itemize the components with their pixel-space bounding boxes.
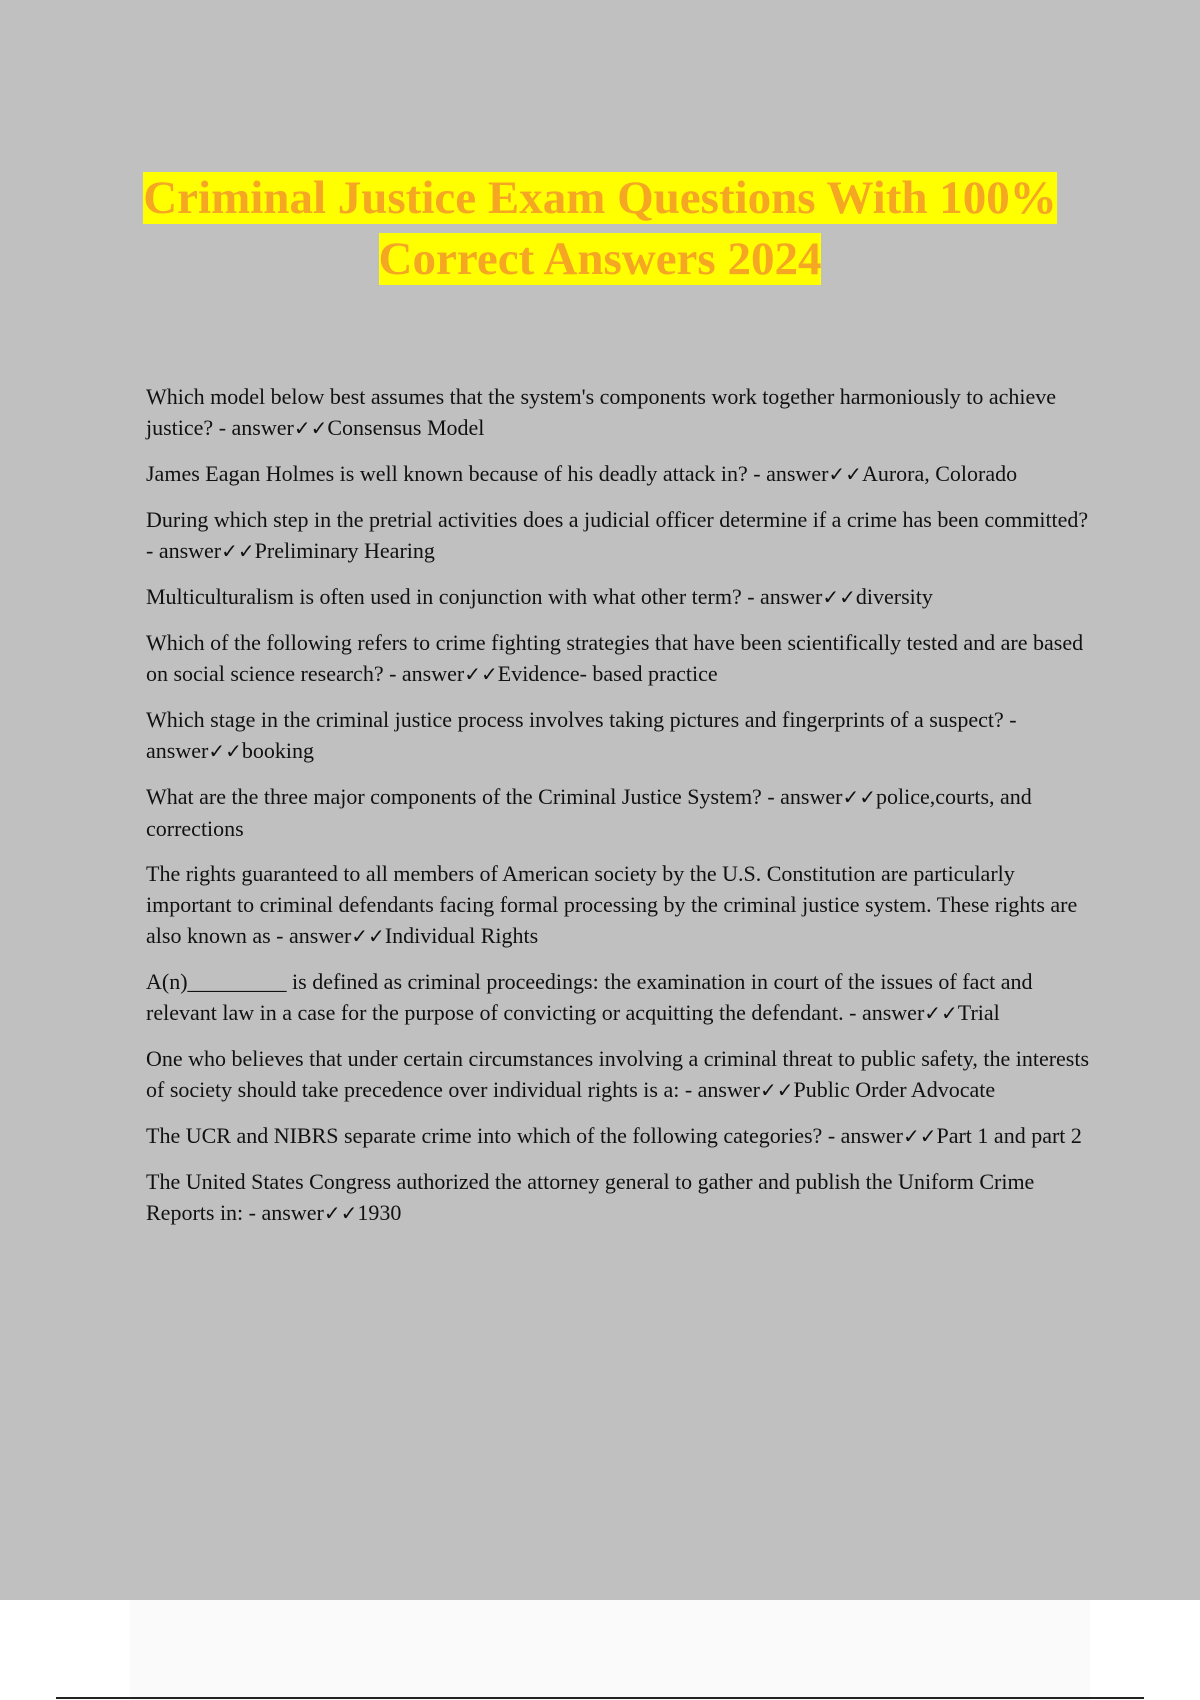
qa-item [146, 1166, 1092, 1229]
question-text: What are the three major components of the Criminal Justice System? [146, 784, 762, 809]
answer-text: Aurora, Colorado [861, 461, 1018, 486]
qa-item [146, 381, 1092, 444]
answer-text: Individual Rights [384, 923, 539, 948]
double-check-icon: ✓✓ [902, 1124, 937, 1148]
title-line-2: Correct Answers 2024 [378, 233, 822, 285]
answer-prefix: - answer [146, 538, 222, 563]
answer-prefix: - answer [383, 661, 465, 686]
qa-item [146, 504, 1092, 567]
question-answer-list [146, 381, 1092, 1243]
double-check-icon: ✓✓ [293, 416, 328, 440]
qa-item [146, 458, 1092, 490]
question-text: Multiculturalism is often used in conjunction with what other term? [146, 584, 742, 609]
qa-item [146, 966, 1092, 1029]
qa-item [146, 781, 1092, 844]
answer-prefix: - answer [747, 461, 829, 486]
question-text: One who believes that under certain circumstances involving a criminal threat to public safety, the interests of society should take precedence over individual rights is a: [146, 1046, 1090, 1102]
answer-prefix: - answer [741, 584, 823, 609]
page-footer-area [0, 1600, 1200, 1700]
answer-text: Trial [957, 1000, 1000, 1025]
double-check-icon: ✓✓ [822, 585, 856, 609]
question-text: Which stage in the criminal justice process involves taking pictures and fingerprints of a suspect? [146, 707, 1004, 732]
title-line-1: Criminal Justice Exam Questions With 100% [143, 172, 1057, 224]
answer-prefix: - answer [679, 1077, 760, 1102]
question-text: A(n)_________ is defined as criminal proceedings: the examination in court of the issues of fact and relevant law in a case for the purpose of convicting or acquitting the defendant. [146, 969, 1033, 1025]
double-check-icon: ✓✓ [759, 1078, 794, 1102]
question-text: Which of the following refers to crime fighting strategies that have been scientifically tested and are based on social science research? [146, 630, 1084, 686]
double-check-icon: ✓✓ [208, 739, 242, 763]
footer-panel [130, 1600, 1090, 1700]
answer-text: booking [241, 738, 314, 763]
question-text: James Eagan Holmes is well known because of his deadly attack in? [146, 461, 748, 486]
qa-item [146, 704, 1092, 767]
answer-prefix: - answer [761, 784, 843, 809]
qa-item [146, 581, 1092, 613]
double-check-icon: ✓✓ [924, 1001, 958, 1025]
question-text: During which step in the pretrial activities does a judicial officer determine if a crime has been committed? [146, 507, 1089, 532]
double-check-icon: ✓✓ [351, 924, 385, 948]
answer-prefix: - answer [243, 1200, 324, 1225]
answer-prefix: - answer [843, 1000, 925, 1025]
answer-prefix: - answer [270, 923, 352, 948]
answer-prefix: - answer [822, 1123, 903, 1148]
qa-item [146, 858, 1092, 952]
question-text: Which model below best assumes that the system's components work together harmoniously to achieve justice? [146, 384, 1057, 440]
question-text: The UCR and NIBRS separate crime into which of the following categories? [146, 1123, 823, 1148]
answer-text: Evidence- based practice [497, 661, 718, 686]
double-check-icon: ✓✓ [323, 1201, 358, 1225]
qa-item [146, 1043, 1092, 1106]
double-check-icon: ✓✓ [842, 785, 876, 809]
footer-divider [56, 1697, 1144, 1699]
double-check-icon: ✓✓ [464, 662, 498, 686]
answer-prefix: - answer [146, 707, 1017, 763]
document-title [130, 168, 1070, 290]
question-text: The rights guaranteed to all members of American society by the U.S. Constitution are particularly important to criminal defendants facing formal processing by the criminal justice system. These rights are also known as [146, 861, 1078, 948]
qa-item [146, 1120, 1092, 1152]
answer-prefix: - answer [213, 415, 294, 440]
answer-text: police,courts, and corrections [146, 784, 1032, 841]
question-text: The United States Congress authorized the attorney general to gather and publish the Uniform Crime Reports in: [146, 1169, 1035, 1225]
answer-text: Consensus Model [327, 415, 485, 440]
double-check-icon: ✓✓ [828, 462, 862, 486]
answer-text: Preliminary Hearing [254, 538, 435, 563]
qa-item [146, 627, 1092, 690]
answer-text: 1930 [357, 1200, 402, 1225]
answer-text: diversity [855, 584, 933, 609]
double-check-icon: ✓✓ [221, 539, 255, 563]
answer-text: Public Order Advocate [793, 1077, 996, 1102]
answer-text: Part 1 and part 2 [936, 1123, 1082, 1148]
